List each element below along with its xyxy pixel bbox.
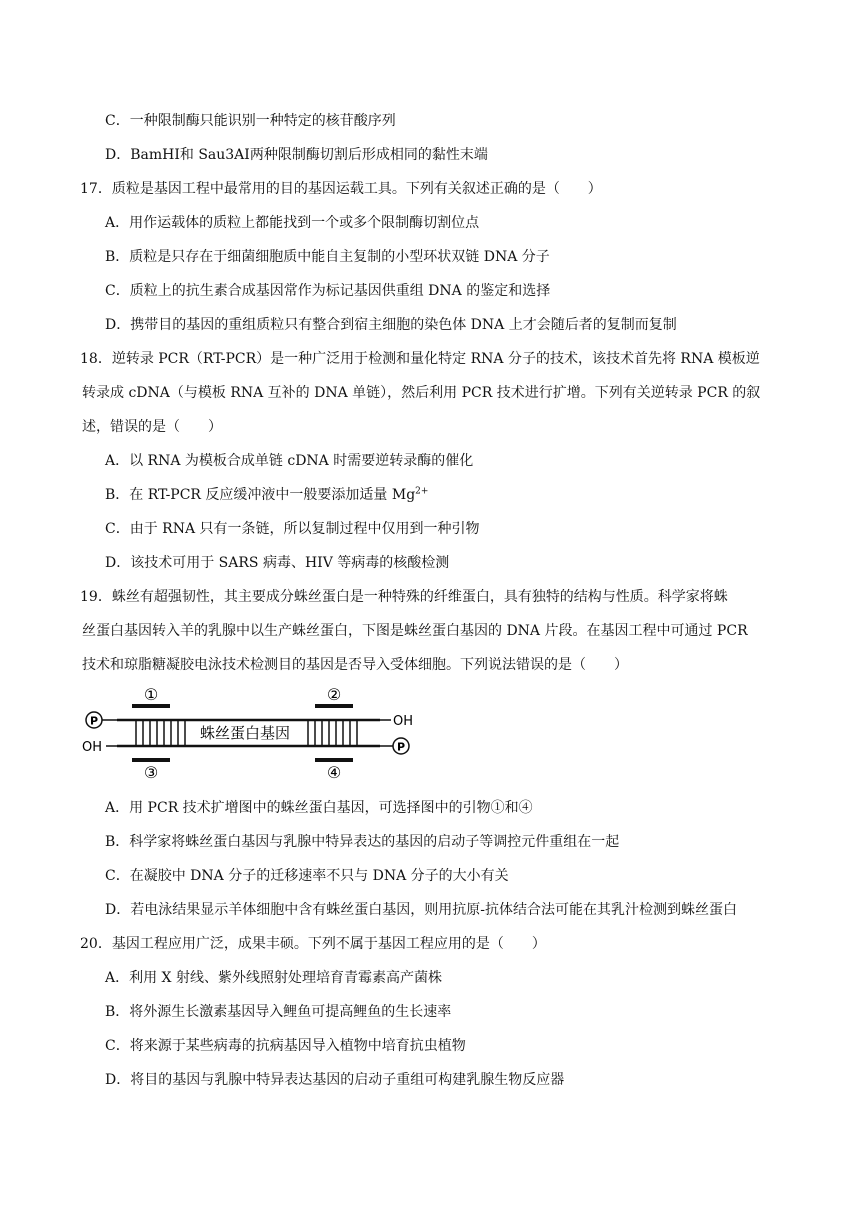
q20-option-a: A．利用 X 射线、紫外线照射处理培育青霉素高产菌株 — [105, 970, 442, 986]
primer-1-label: ① — [143, 685, 159, 704]
q18-stem-line-3: 述，错误的是（ ） — [82, 419, 222, 435]
q18-option-b-text: B．在 RT-PCR 反应缓冲液中一般要添加适量 Mg — [105, 487, 416, 503]
q17-option-c: C．质粒上的抗生素合成基因常作为标记基因供重组 DNA 的鉴定和选择 — [105, 283, 551, 299]
q20-option-c: C．将来源于某些病毒的抗病基因导入植物中培育抗虫植物 — [105, 1038, 466, 1054]
q19-option-c: C．在凝胶中 DNA 分子的迁移速率不只与 DNA 分子的大小有关 — [105, 868, 509, 884]
q17-option-b: B．质粒是只存在于细菌细胞质中能自主复制的小型环状双链 DNA 分子 — [105, 249, 550, 265]
oh-end-lower-left: OH — [82, 740, 103, 755]
q18-option-b — [105, 485, 428, 505]
q19-option-b: B．科学家将蛛丝蛋白基因与乳腺中特异表达的基因的启动子等调控元件重组在一起 — [105, 834, 620, 850]
q17-option-d: D．携带目的基因的重组质粒只有整合到宿主细胞的染色体 DNA 上才会随后者的复制而复制 — [105, 317, 677, 333]
q18-stem-line-1: 18．逆转录 PCR（RT-PCR）是一种广泛用于检测和量化特定 RNA 分子的技术，该技术首先将 RNA 模板逆 — [80, 351, 760, 367]
q16-option-c: C．一种限制酶只能识别一种特定的核苷酸序列 — [105, 113, 396, 129]
q19-stem-line-1: 19．蛛丝有超强韧性，其主要成分蛛丝蛋白是一种特殊的纤维蛋白，具有独特的结构与性质。科学家将蛛 — [80, 589, 728, 605]
q18-option-a: A．以 RNA 为模板合成单链 cDNA 时需要逆转录酶的催化 — [105, 453, 474, 469]
q18-stem-line-2: 转录成 cDNA（与模板 RNA 互补的 DNA 单链），然后利用 PCR 技术进行扩增。下列有关逆转录 PCR 的叙 — [82, 385, 761, 401]
primer-4-label: ④ — [326, 763, 342, 782]
svg-text:P: P — [396, 740, 406, 754]
phosphate-icon — [393, 738, 409, 754]
q20-option-b: B．将外源生长激素基因导入鲤鱼可提高鲤鱼的生长速率 — [105, 1004, 452, 1020]
q16-option-d: D．BamHⅠ和 Sau3AⅠ两种限制酶切割后形成相同的黏性末端 — [105, 147, 488, 163]
svg-text:P: P — [89, 714, 99, 728]
primer-4-bar — [315, 758, 353, 762]
q20-stem: 20．基因工程应用广泛，成果丰硕。下列不属于基因工程应用的是（ ） — [80, 936, 546, 952]
primer-1-bar — [132, 704, 170, 708]
phosphate-icon — [86, 712, 102, 728]
primer-2-label: ② — [326, 685, 342, 704]
q18-option-c: C．由于 RNA 只有一条链，所以复制过程中仅用到一种引物 — [105, 521, 480, 537]
q17-stem: 17．质粒是基因工程中最常用的目的基因运载工具。下列有关叙述正确的是（ ） — [80, 181, 602, 197]
q19-stem-line-3: 技术和琼脂糖凝胶电泳技术检测目的基因是否导入受体细胞。下列说法错误的是（ ） — [82, 657, 628, 673]
q18-option-d: D．该技术可用于 SARS 病毒、HIV 等病毒的核酸检测 — [105, 555, 450, 571]
oh-end-upper-right: OH — [393, 714, 414, 729]
gene-label: 蛛丝蛋白基因 — [199, 724, 291, 742]
q19-option-a: A．用 PCR 技术扩增图中的蛛丝蛋白基因，可选择图中的引物①和④ — [105, 800, 533, 816]
primer-3-bar — [132, 758, 170, 762]
primer-3-label: ③ — [143, 763, 159, 782]
dna-fragment-diagram — [80, 685, 425, 785]
primer-2-bar — [315, 704, 353, 708]
q17-option-a: A．用作运载体的质粒上都能找到一个或多个限制酶切割位点 — [105, 215, 480, 231]
q19-option-d: D．若电泳结果显示羊体细胞中含有蛛丝蛋白基因，则用抗原-抗体结合法可能在其乳汁检测到蛛丝蛋白 — [105, 902, 737, 918]
q20-option-d: D．将目的基因与乳腺中特异表达基因的启动子重组可构建乳腺生物反应器 — [105, 1072, 565, 1088]
q18-option-b-superscript: 2+ — [415, 486, 429, 497]
q19-stem-line-2: 丝蛋白基因转入羊的乳腺中以生产蛛丝蛋白，下图是蛛丝蛋白基因的 DNA 片段。在基因工程中可通过 PCR — [82, 623, 748, 639]
